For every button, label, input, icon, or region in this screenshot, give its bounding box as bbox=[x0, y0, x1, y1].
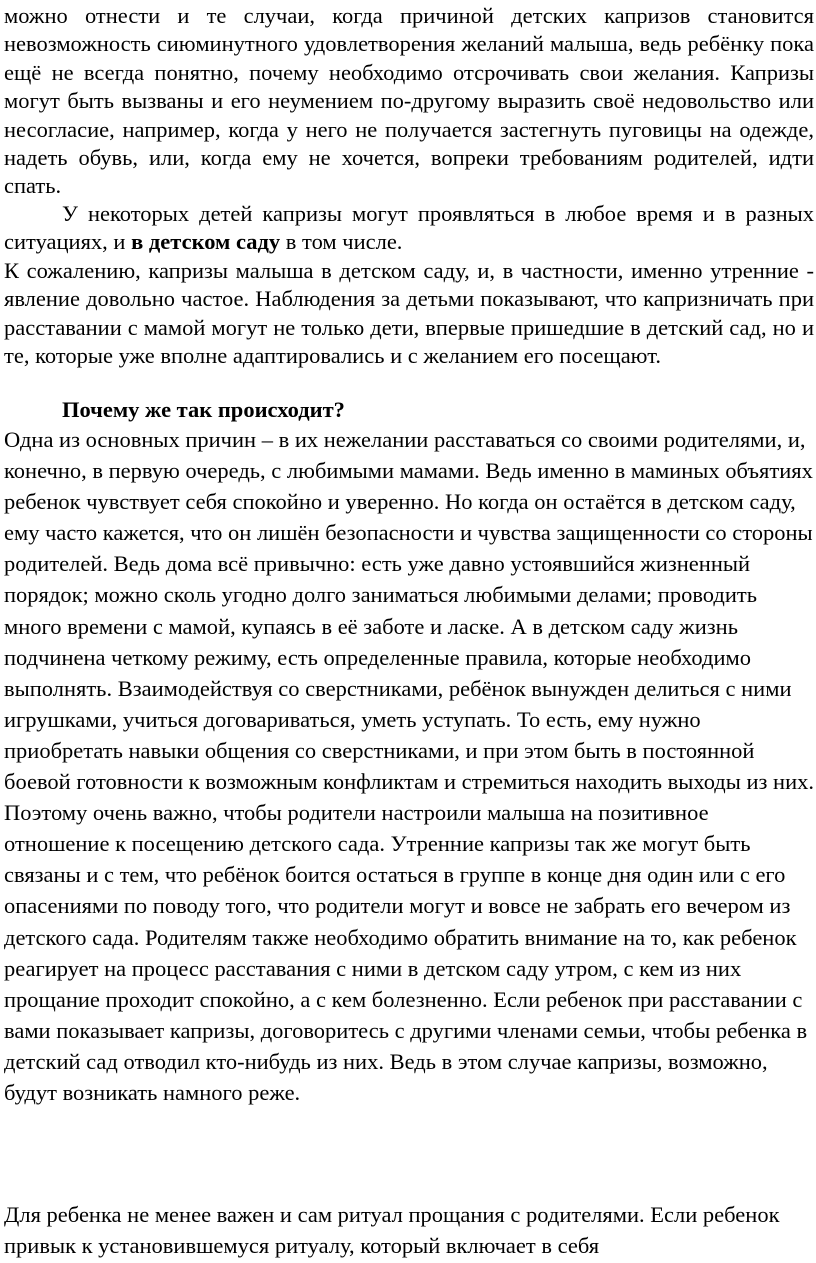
paragraph-3: Одна из основных причин – в их нежелании расставаться со своими родителями, и, конечно, в первую очередь, с любимыми мамами. Ведь именно в маминых объятиях ребенок чувствует себя спокойно и уверенно. Но когда он остаётся в детском саду, ему часто кажется, что он лишён безопасности и чувства защищенности со стороны родителей. Ведь дома всё привычно: есть уже давно устоявшийся жизненный порядок; можно сколь угодно долго заниматься любимыми делами; проводить много времени с мамой, купаясь в её заботе и ласке. А в детском саду жизнь подчинена четкому режиму, есть определенные правила, которые необходимо выполнять. Взаимодействуя со сверстниками, ребёнок вынужден делиться с ними игрушками, учиться договариваться, уметь уступать. То есть, ему нужно приобретать навыки общения со сверстниками, и при этом быть в постоянной боевой готовности к возможным конфликтам и стремиться находить выходы из них. Поэтому очень важно, чтобы родители настроили малыша на позитивное отношение к посещению детского сада. Утренние капризы так же могут быть связаны и с тем, что ребёнок боится остаться в группе в конце дня один или с его опасениями по поводу того, что родители могут и вовсе не забрать его вечером из детского сада. Родителям также необходимо обратить внимание на то, как ребенок реагирует на процесс расставания с ними в детском саду утром, с кем из них прощание проходит спокойно, а с кем болезненно. Если ребенок при расставании с вами показывает капризы, договоритесь с другими членами семьи, чтобы ребенка в детский сад отводил кто-нибудь из них. Ведь в этом случае капризы, возможно, будут возникать намного реже. bbox=[4, 427, 815, 1105]
paragraph-2-first bbox=[4, 200, 814, 257]
paragraph-2-bold: в детском саду bbox=[131, 229, 281, 255]
paragraph-2-continuation: К сожалению, капризы малыша в детском саду, и, в частности, именно утренние - явление довольно частое. Наблюдения за детьми показывают, что капризничать при расставании с мамой могут не только дети, впервые пришедшие в детский сад, но и те, которые уже вполне адаптировались и с желанием его посещают. bbox=[4, 257, 814, 369]
paragraph-2-before: У некоторых детей капризы могут проявляться в любое время и в разных ситуациях, и bbox=[4, 201, 814, 255]
paragraph-2 bbox=[4, 200, 814, 370]
paragraph-2-after: в том числе. bbox=[280, 229, 403, 255]
paragraph-1 bbox=[4, 2, 814, 201]
section-heading: Почему же так происходит? bbox=[62, 397, 345, 422]
paragraph-1-text: можно отнести и те случаи, когда причиной детских капризов становится невозможность сиюминутного удовлетворения желаний малыша, ведь ребёнку пока ещё не всегда понятно, почему необходимо отсрочивать свои желания. Капризы могут быть вызваны и его неумением по-другому выразить своё недовольство или несогласие, например, когда у него не получается застегнуть пуговицы на одежде, надеть обувь, или, когда ему не хочется, вопреки требованиям родителей, идти спать. bbox=[4, 3, 814, 199]
paragraph-4: Для ребенка не менее важен и сам ритуал прощания с родителями. Если ребенок привык к установившемуся ритуалу, который включает в себя bbox=[4, 1202, 780, 1259]
